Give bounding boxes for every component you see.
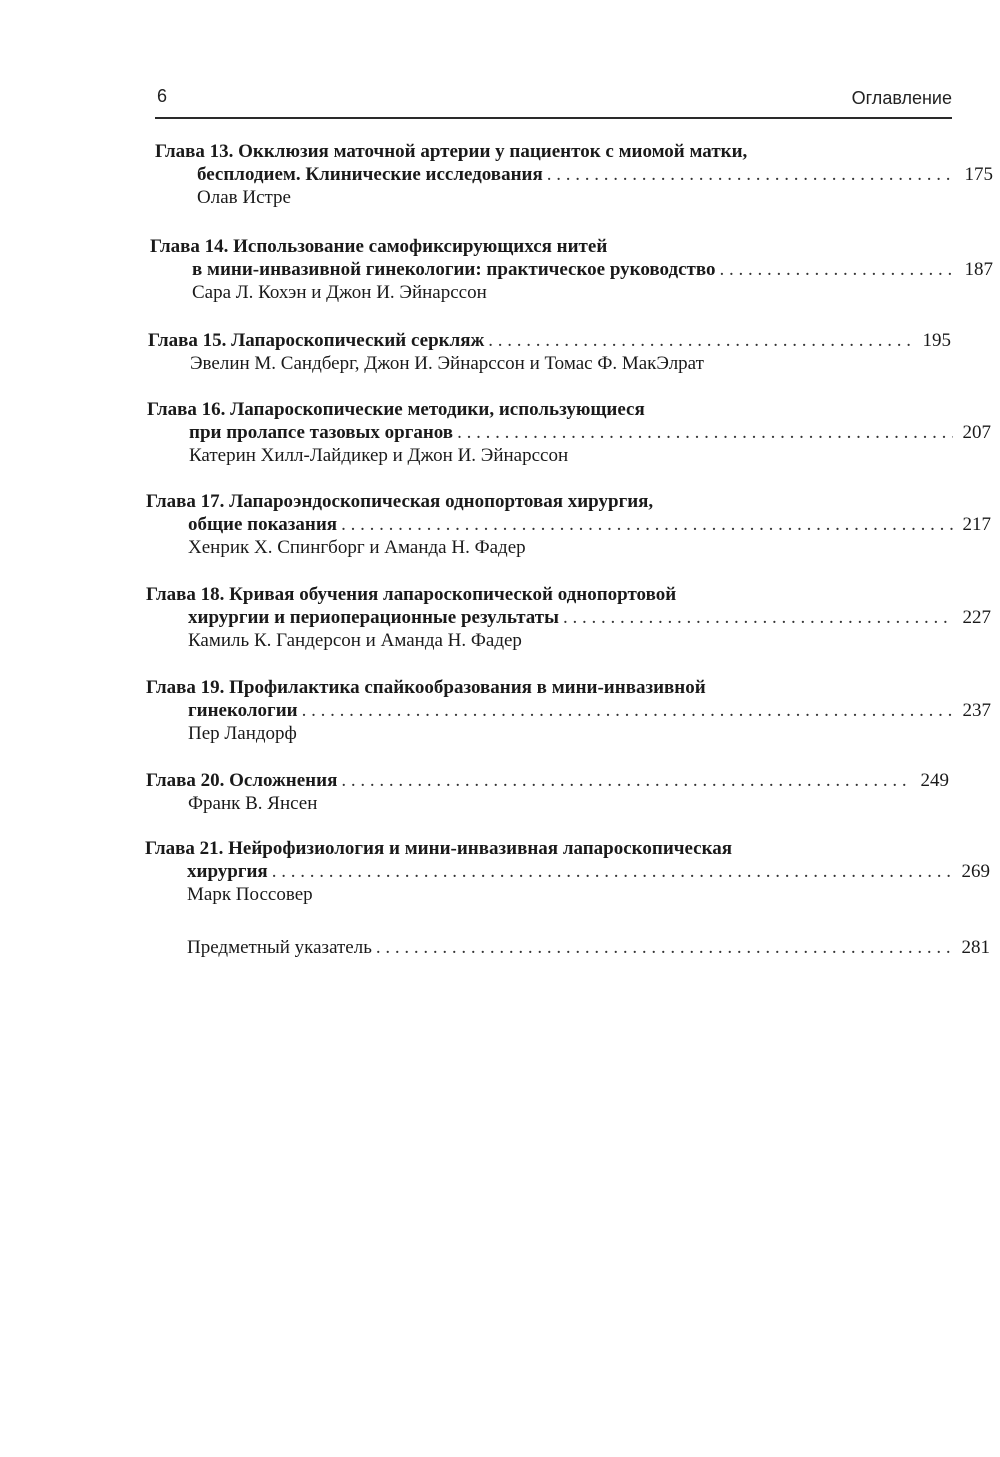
toc-entry-chapter-20 [146, 769, 949, 815]
chapter-authors: Эвелин М. Сандберг, Джон И. Эйнарссон и Томас Ф. МакЭлрат [190, 353, 704, 374]
chapter-title-line: Глава 16. Лапароскопические методики, использующиеся [147, 399, 645, 420]
chapter-authors: Марк Поссовер [187, 884, 313, 905]
dot-leader [457, 421, 953, 444]
toc-entry-subject-index [145, 936, 990, 959]
chapter-title-text: в мини-инвазивной гинекологии: практическое руководство [192, 259, 716, 280]
chapter-title-text: Глава 20. Осложнения [146, 770, 338, 791]
page-number: 6 [157, 86, 168, 106]
toc-entry-chapter-16 [147, 398, 991, 467]
dot-leader [341, 513, 953, 536]
chapter-page-number: 249 [920, 770, 949, 791]
chapter-page-number: 217 [962, 514, 991, 535]
chapter-title-continuation [146, 606, 991, 629]
chapter-authors: Олав Истре [197, 187, 291, 208]
chapter-authors: Пер Ландорф [188, 723, 297, 744]
chapter-title-line [148, 329, 951, 352]
chapter-title-line: Глава 19. Профилактика спайкообразования в мини-инвазивной [146, 677, 706, 698]
toc-entry-chapter-15 [148, 329, 951, 375]
index-label: Предметный указатель [187, 937, 372, 958]
index-page-number: 281 [961, 937, 990, 958]
chapter-title-line: Глава 17. Лапароэндоскопическая однопортовая хирургия, [146, 491, 654, 512]
dot-leader [302, 699, 953, 722]
chapter-title-text: гинекологии [188, 700, 298, 721]
dot-leader [547, 163, 955, 186]
chapter-page-number: 269 [961, 861, 990, 882]
chapter-title-line: Глава 14. Использование самофиксирующихся нитей [150, 236, 608, 257]
dot-leader [720, 258, 956, 281]
chapter-title-continuation [146, 513, 991, 536]
header-rule [155, 117, 952, 119]
chapter-title-text: хирургия [187, 861, 268, 882]
chapter-title-text: при пролапсе тазовых органов [189, 422, 454, 443]
chapter-page-number: 207 [962, 422, 991, 443]
chapter-title-text: общие показания [188, 514, 338, 535]
chapter-page-number: 195 [922, 330, 951, 351]
toc-entry-chapter-17 [146, 490, 991, 559]
chapter-title-continuation [155, 163, 993, 186]
chapter-page-number: 175 [964, 164, 993, 185]
chapter-page-number: 227 [962, 607, 991, 628]
chapter-title-line: Глава 21. Нейрофизиология и мини-инвазивная лапароскопическая [145, 838, 733, 859]
chapter-authors: Франк В. Янсен [188, 793, 318, 814]
dot-leader [376, 936, 952, 959]
chapter-title-continuation [150, 258, 993, 281]
chapter-title-line [146, 769, 949, 792]
dot-leader [341, 769, 911, 792]
chapter-title-continuation [145, 860, 990, 883]
chapter-title-line: Глава 18. Кривая обучения лапароскопической однопортовой [146, 584, 677, 605]
dot-leader [272, 860, 952, 883]
chapter-authors: Камиль К. Гандерсон и Аманда Н. Фадер [188, 630, 522, 651]
running-header [155, 86, 952, 116]
toc-entry-chapter-21 [145, 837, 990, 906]
chapter-title-text: хирургии и периоперационные результаты [188, 607, 559, 628]
running-title: Оглавление [851, 88, 952, 108]
dot-leader [563, 606, 953, 629]
chapter-page-number: 237 [962, 700, 991, 721]
dot-leader [488, 329, 913, 352]
chapter-title-continuation [146, 699, 991, 722]
toc-entry-chapter-18 [146, 583, 991, 652]
index-line [145, 936, 990, 959]
chapter-page-number: 187 [964, 259, 993, 280]
chapter-authors: Катерин Хилл-Лайдикер и Джон И. Эйнарссон [189, 445, 569, 466]
chapter-title-line: Глава 13. Окклюзия маточной артерии у пациенток с миомой матки, [155, 141, 748, 162]
chapter-title-text: бесплодием. Клинические исследования [197, 164, 543, 185]
chapter-authors: Хенрик Х. Спингборг и Аманда Н. Фадер [188, 537, 526, 558]
chapter-authors: Сара Л. Кохэн и Джон И. Эйнарссон [192, 282, 487, 303]
chapter-title-continuation [147, 421, 991, 444]
toc-entry-chapter-13 [155, 140, 993, 209]
toc-entry-chapter-19 [146, 676, 991, 745]
toc-entry-chapter-14 [150, 235, 993, 304]
chapter-title-text: Глава 15. Лапароскопический серкляж [148, 330, 485, 351]
